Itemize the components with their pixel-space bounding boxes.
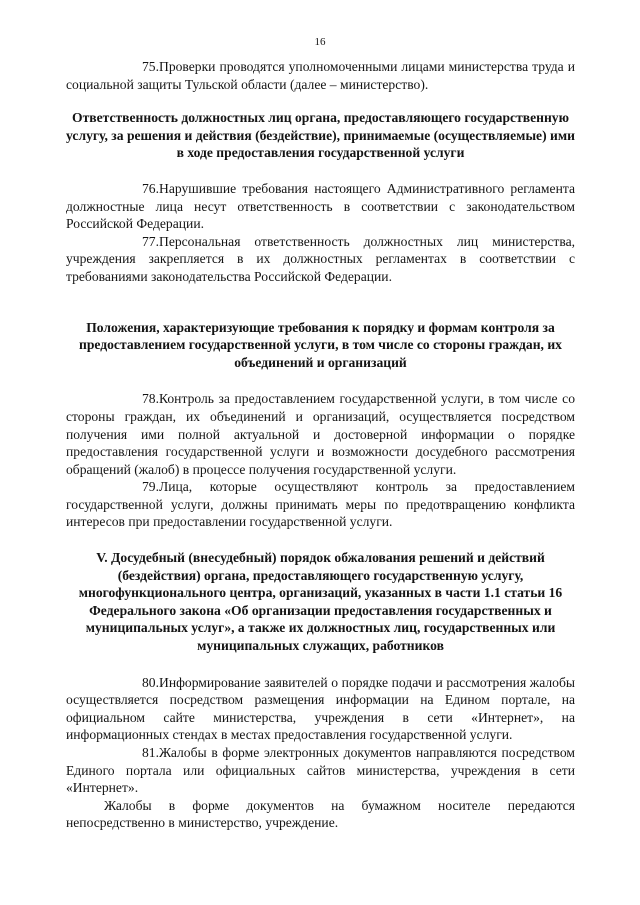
paragraph-81-continued — [66, 797, 575, 832]
paragraph-number: 78. — [142, 391, 159, 407]
paragraph-text: Жалобы в форме документов на бумажном носителе передаются непосредственно в министерство, учреждение. — [66, 797, 575, 831]
paragraph-text: Контроль за предоставлением государственной услуги, в том числе со стороны граждан, их объединений и организаций, осуществляется посредством получения ими полной актуальной и достоверной информации о порядке предоставления государственной услуги и возможности досудебного рассмотрения обращений (жалоб) в процессе получения государственной услуги. — [66, 391, 575, 477]
paragraph-76 — [66, 180, 575, 233]
paragraph-80 — [66, 674, 575, 744]
paragraph-75 — [66, 58, 575, 93]
paragraph-text: Жалобы в форме электронных документов направляются посредством Единого портала или официальных сайтов министерства, учреждения в сети «Интернет». — [66, 745, 575, 796]
page-number: 16 — [314, 36, 326, 48]
paragraph-number: 77. — [142, 233, 159, 249]
section-heading-control: Положения, характеризующие требования к порядку и формам контроля за предоставлением государственной услуги, в том числе со стороны граждан, их объединений и организаций — [79, 319, 562, 370]
paragraph-text: Нарушившие требования настоящего Административного регламента должностные лица несут ответственность в соответствии с законодательством Российской Федерации. — [66, 180, 575, 232]
paragraph-number: 76. — [142, 180, 159, 196]
paragraph-78 — [66, 390, 575, 478]
paragraph-79 — [66, 478, 575, 531]
paragraph-number: 80. — [142, 674, 159, 690]
paragraph-text: Лица, которые осуществляют контроль за предоставлением государственной услуги, должны принимать меры по предотвращению конфликта интересов при предоставлении государственной услуги. — [66, 479, 575, 530]
paragraph-number: 79. — [142, 479, 159, 495]
paragraph-text: Проверки проводятся уполномоченными лицами министерства труда и социальной защиты Тульской области (далее – министерство). — [66, 59, 575, 92]
paragraph-number: 75. — [142, 59, 159, 74]
paragraph-text: Персональная ответственность должностных лиц министерства, учреждения закрепляется в их должностных регламентах в соответствии с требованиями законодательства Российской Федерации. — [66, 233, 575, 284]
section-heading-appeal: V. Досудебный (внесудебный) порядок обжалования решений и действий (бездействия) органа, предоставляющего государственную услугу, многофункционального центра, организаций, указанных в части 1.1 статьи 16 Федерального закона «Об организации предоставления государственных и муниципальных услуг», а также их должностных лиц, государственных или муниципальных служащих, работников — [78, 550, 563, 654]
paragraph-77 — [66, 233, 575, 286]
section-heading-responsibility: Ответственность должностных лиц органа, предоставляющего государственную услугу, за решения и действия (бездействие), принимаемые (осуществляемые) ими в ходе предоставления государственной услуги — [66, 110, 575, 161]
paragraph-number: 81. — [142, 745, 159, 760]
document-body — [66, 58, 575, 832]
paragraph-81 — [66, 744, 575, 797]
paragraph-text: Информирование заявителей о порядке подачи и рассмотрения жалобы осуществляется посредством размещения информации на Едином портале, на официальном сайте министерства, учреждения в сети «Интернет», на информационных стендах в местах предоставления государственной услуги. — [66, 674, 575, 743]
